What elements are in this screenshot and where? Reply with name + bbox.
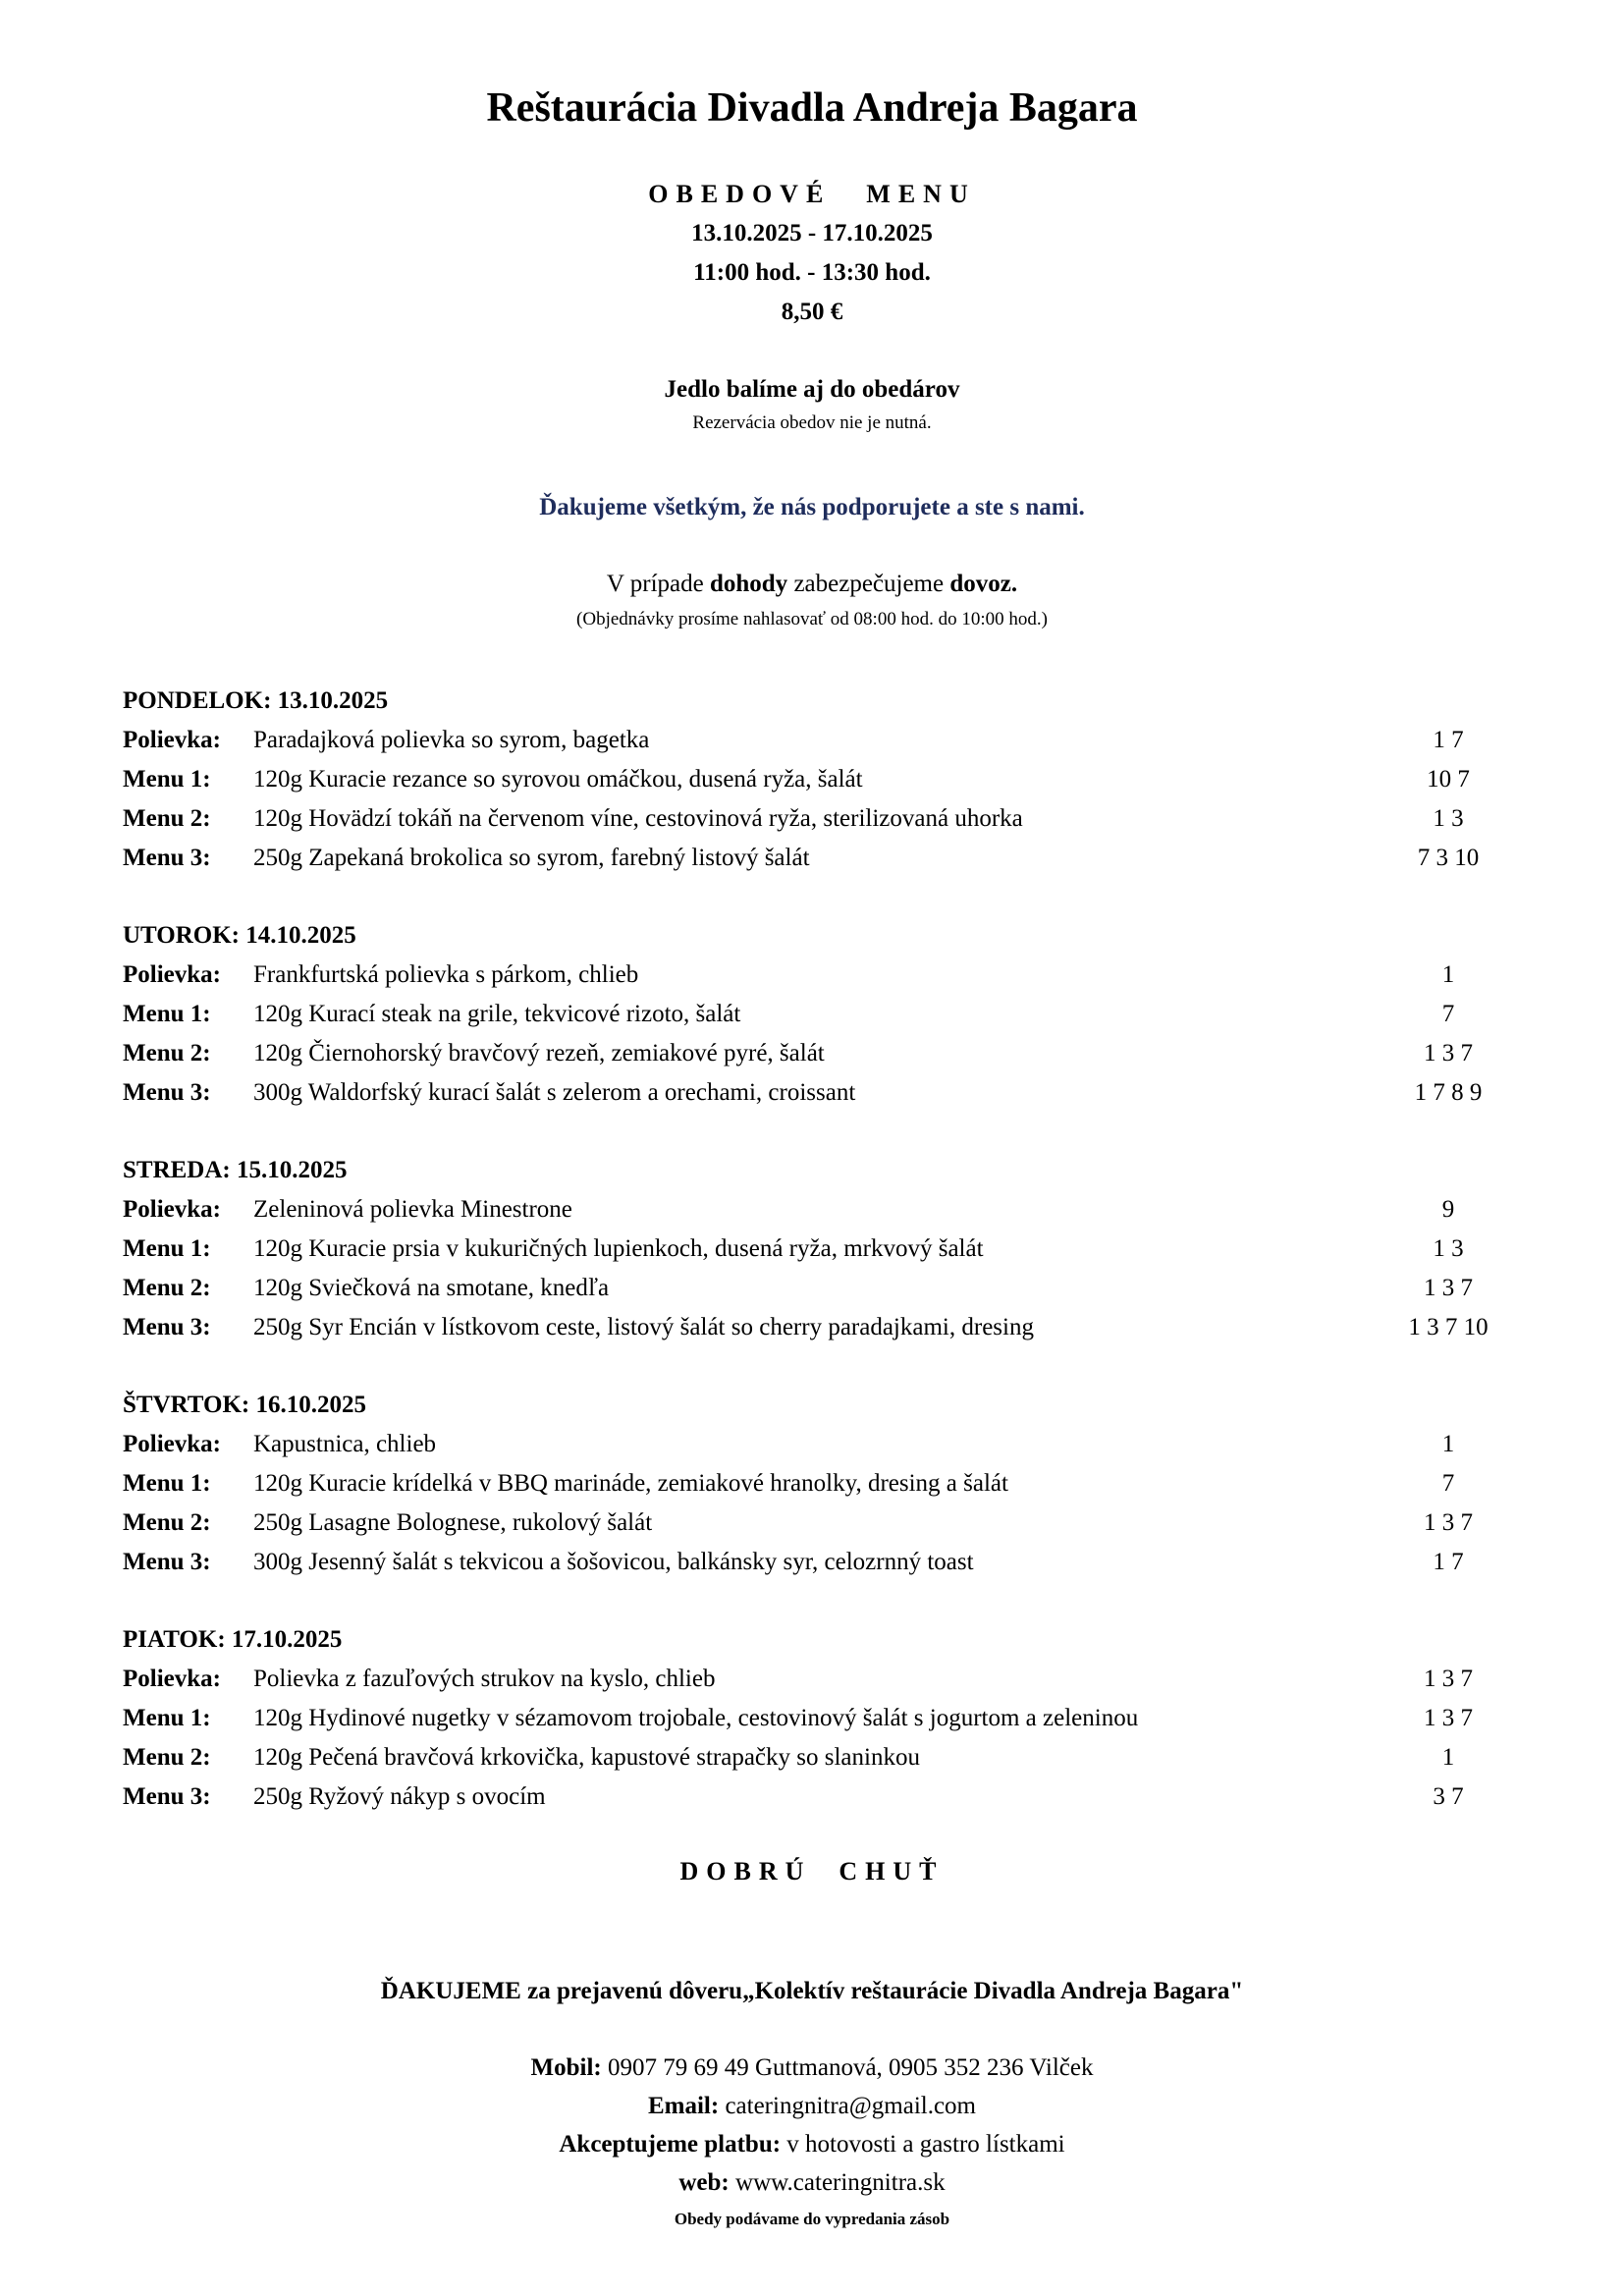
row-label: Menu 3:	[123, 1549, 211, 1575]
menu-row-3	[123, 839, 1517, 878]
menu-row-2	[123, 799, 1517, 839]
allergens: 1	[1441, 961, 1455, 988]
weekly-menu	[123, 682, 1517, 1855]
opening-hours: 11:00 hod. - 13:30 hod.	[693, 259, 931, 286]
allergens: 9	[1441, 1196, 1455, 1223]
day-title: UTOROK: 14.10.2025	[123, 922, 356, 949]
dish: 250g Zapekaná brokolica so syrom, farebný listový šalát	[253, 845, 810, 871]
menu-row-1	[123, 760, 1517, 799]
dish: 120g Kuracie prsia v kukuričných lupienkoch, dusená ryža, mrkvový šalát	[253, 1235, 984, 1262]
menu-row-1	[123, 995, 1517, 1034]
delivery-mid: zabezpečujeme	[793, 571, 945, 597]
dish: 250g Lasagne Bolognese, rukolový šalát	[253, 1509, 653, 1536]
dish: 120g Kurací steak na grile, tekvicové rizoto, šalát	[253, 1001, 741, 1027]
allergens: 1	[1441, 1431, 1455, 1457]
delivery-bold-transport: dovoz.	[949, 571, 1018, 597]
row-label: Menu 1:	[123, 1705, 211, 1731]
allergens: 3 7	[1433, 1783, 1464, 1810]
row-label: Menu 3:	[123, 845, 211, 871]
menu-row-2	[123, 1269, 1517, 1308]
day-wednesday	[123, 1151, 1517, 1347]
date-range: 13.10.2025 - 17.10.2025	[691, 220, 933, 246]
order-note: (Objednávky prosíme nahlasovať od 08:00 hod. do 10:00 hod.)	[576, 609, 1048, 629]
menu-price: 8,50 €	[781, 299, 843, 325]
row-label: Polievka:	[123, 1431, 221, 1457]
bon-appetit-word-2: CHUŤ	[839, 1857, 945, 1886]
row-label: Menu 2:	[123, 1509, 211, 1536]
dish: 120g Kuracie rezance so syrovou omáčkou, dusená ryža, šalát	[253, 766, 863, 793]
menu-header	[0, 175, 1624, 332]
row-label: Menu 2:	[123, 1275, 211, 1301]
allergens: 7 3 10	[1417, 845, 1480, 871]
mobile-value: 0907 79 69 49 Guttmanová, 0905 352 236 Vilček	[607, 2054, 1094, 2081]
menu-row-2	[123, 1034, 1517, 1073]
menu-row-soup	[123, 1660, 1517, 1699]
menu-row-3	[123, 1777, 1517, 1817]
row-label: Menu 1:	[123, 1001, 211, 1027]
dish: Paradajková polievka so syrom, bagetka	[253, 727, 650, 753]
reservation-note: Rezervácia obedov nie je nutná.	[692, 412, 932, 433]
day-title: PIATOK: 17.10.2025	[123, 1626, 343, 1653]
allergens: 1 3	[1433, 805, 1464, 832]
row-label: Menu 3:	[123, 1079, 211, 1106]
day-thursday	[123, 1386, 1517, 1582]
menu-row-1	[123, 1464, 1517, 1503]
allergens: 1 3 7 10	[1408, 1314, 1489, 1340]
menu-row-1	[123, 1699, 1517, 1738]
mobile-label: Mobil:	[530, 2054, 602, 2081]
row-label: Menu 2:	[123, 1040, 211, 1066]
row-label: Menu 1:	[123, 1235, 211, 1262]
allergens: 1	[1441, 1744, 1455, 1771]
dish: 250g Syr Encián v lístkovom ceste, listový šalát so cherry paradajkami, dresing	[253, 1314, 1034, 1340]
allergens: 1 3 7	[1424, 1705, 1473, 1731]
allergens: 1 7	[1433, 727, 1464, 753]
day-monday	[123, 682, 1517, 878]
allergens: 1 3 7	[1424, 1040, 1473, 1066]
row-label: Menu 3:	[123, 1314, 211, 1340]
allergens: 7	[1441, 1470, 1455, 1497]
row-label: Menu 3:	[123, 1783, 211, 1810]
dish: 120g Hydinové nugetky v sézamovom trojobale, cestovinový šalát s jogurtom a zeleninou	[253, 1705, 1139, 1731]
row-label: Menu 2:	[123, 1744, 211, 1771]
packaging-line: Jedlo balíme aj do obedárov	[664, 376, 960, 403]
allergens: 10 7	[1427, 766, 1470, 793]
allergens: 7	[1441, 1001, 1455, 1027]
menu-heading	[0, 175, 1624, 214]
menu-row-2	[123, 1738, 1517, 1777]
menu-row-soup	[123, 721, 1517, 760]
row-label: Polievka:	[123, 727, 221, 753]
bon-appetit-word-1: DOBRÚ	[679, 1857, 812, 1886]
email-label: Email:	[647, 2093, 720, 2119]
row-label: Polievka:	[123, 961, 221, 988]
dish: 300g Jesenný šalát s tekvicou a šošovicou, balkánsky syr, celozrnný toast	[253, 1549, 974, 1575]
allergens: 1 3 7	[1424, 1666, 1473, 1692]
day-friday	[123, 1620, 1517, 1817]
dish: 250g Ryžový nákyp s ovocím	[253, 1783, 546, 1810]
delivery-bold-agreement: dohody	[709, 571, 788, 597]
menu-row-soup	[123, 1190, 1517, 1230]
contact-mobile	[0, 2049, 1624, 2087]
day-title: PONDELOK: 13.10.2025	[123, 687, 389, 714]
menu-row-soup	[123, 1425, 1517, 1464]
allergens: 1 3 7	[1424, 1275, 1473, 1301]
dish: 120g Hovädzí tokáň na červenom víne, cestovinová ryža, sterilizovaná uhorka	[253, 805, 1023, 832]
dish: 120g Kuracie krídelká v BBQ marináde, zemiakové hranolky, dresing a šalát	[253, 1470, 1008, 1497]
menu-heading-word-2: MENU	[866, 180, 976, 208]
thanks-line: Ďakujeme všetkým, že nás podporujete a ste s nami.	[539, 494, 1085, 520]
dish: 120g Sviečková na smotane, knedľa	[253, 1275, 610, 1301]
footer	[0, 1972, 1624, 2237]
menu-row-1	[123, 1230, 1517, 1269]
day-title: STREDA: 15.10.2025	[123, 1157, 348, 1183]
payment-label: Akceptujeme platbu:	[559, 2131, 782, 2158]
email-value: cateringnitra@gmail.com	[725, 2093, 977, 2119]
web-value: www.cateringnitra.sk	[735, 2169, 946, 2196]
row-label: Menu 2:	[123, 805, 211, 832]
contact-email	[0, 2087, 1624, 2125]
row-label: Polievka:	[123, 1196, 221, 1223]
restaurant-title: Reštaurácia Divadla Andreja Bagara	[486, 85, 1138, 131]
payment-value: v hotovosti a gastro lístkami	[786, 2131, 1065, 2158]
stock-note: Obedy podávame do vypredania zásob	[674, 2210, 950, 2228]
dish: Kapustnica, chlieb	[253, 1431, 437, 1457]
day-title: ŠTVRTOK: 16.10.2025	[123, 1392, 366, 1418]
delivery-line	[0, 566, 1624, 603]
dish: 120g Pečená bravčová krkovička, kapustové strapačky so slaninkou	[253, 1744, 920, 1771]
row-label: Menu 1:	[123, 766, 211, 793]
delivery-pre: V prípade	[606, 571, 704, 597]
payment-info	[0, 2125, 1624, 2163]
dish: Frankfurtská polievka s párkom, chlieb	[253, 961, 639, 988]
menu-heading-word-1: OBEDOVÉ	[648, 180, 832, 208]
menu-row-3	[123, 1543, 1517, 1582]
allergens: 1 7 8 9	[1414, 1079, 1483, 1106]
footer-thanks-rest: za prejavenú dôveru„Kolektív reštaurácie Divadla Andreja Bagara"	[527, 1978, 1244, 2004]
footer-thanks-bold: ĎAKUJEME	[380, 1978, 521, 2004]
allergens: 1 3 7	[1424, 1509, 1473, 1536]
bon-appetit	[0, 1852, 1624, 1891]
allergens: 1 7	[1433, 1549, 1464, 1575]
dish: Polievka z fazuľových strukov na kyslo, chlieb	[253, 1666, 716, 1692]
dish: 300g Waldorfský kurací šalát s zelerom a orechami, croissant	[253, 1079, 856, 1106]
menu-row-soup	[123, 956, 1517, 995]
web-label: web:	[678, 2169, 730, 2196]
allergens: 1 3	[1433, 1235, 1464, 1262]
row-label: Polievka:	[123, 1666, 221, 1692]
footer-thanks	[0, 1972, 1624, 2011]
day-tuesday	[123, 916, 1517, 1113]
menu-row-3	[123, 1308, 1517, 1347]
menu-row-3	[123, 1073, 1517, 1113]
packaging-info	[0, 371, 1624, 438]
row-label: Menu 1:	[123, 1470, 211, 1497]
delivery-info	[0, 566, 1624, 636]
dish: 120g Čiernohorský bravčový rezeň, zemiakové pyré, šalát	[253, 1040, 825, 1066]
menu-row-2	[123, 1503, 1517, 1543]
contact-web	[0, 2163, 1624, 2202]
dish: Zeleninová polievka Minestrone	[253, 1196, 572, 1223]
